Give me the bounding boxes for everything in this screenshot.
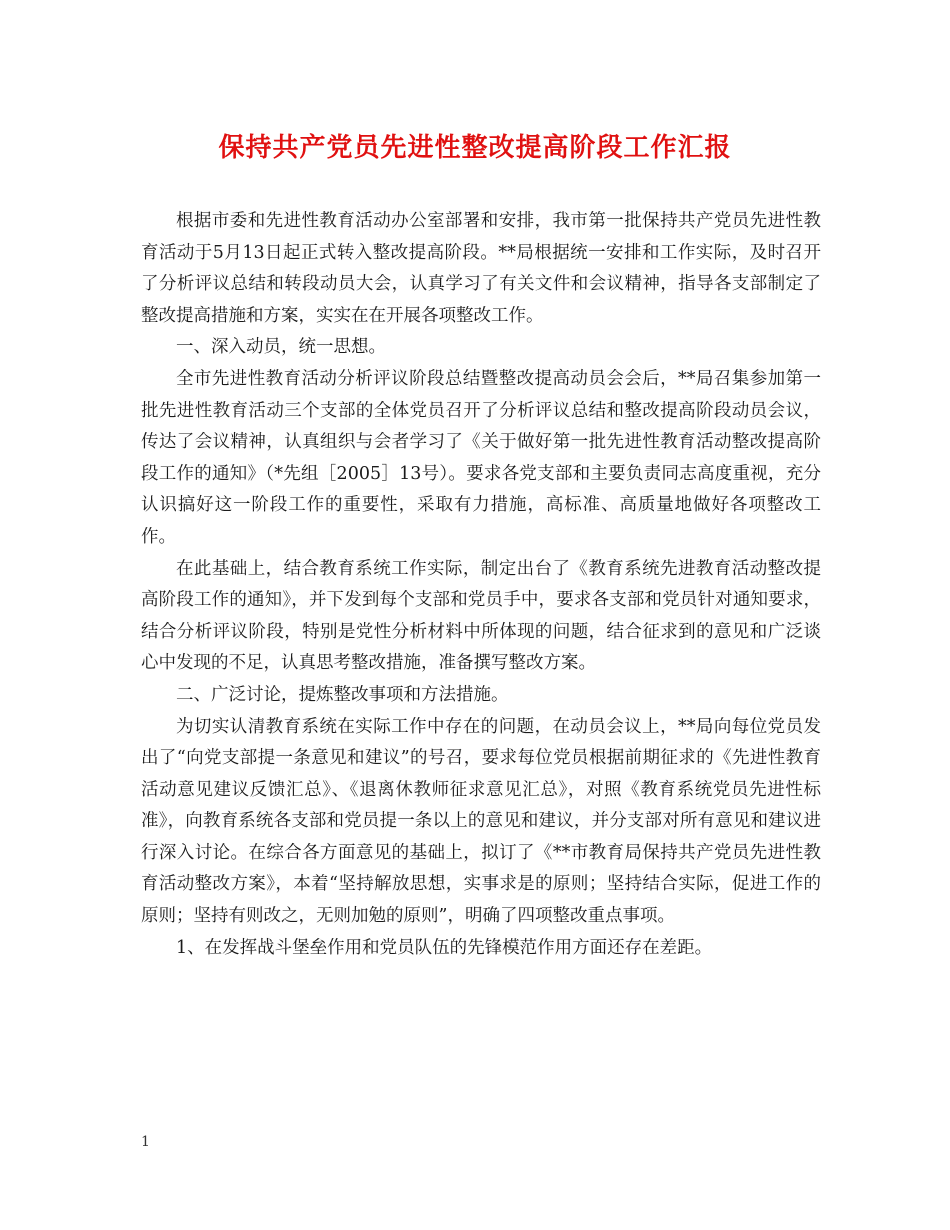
section-heading-2: 二、广泛讨论，提炼整改事项和方法措施。	[176, 684, 509, 705]
document-title: 保持共产党员先进性整改提高阶段工作汇报	[218, 133, 732, 163]
list-item-1: 1、在发挥战斗堡垒作用和党员队伍的先锋模范作用方面还存在差距。	[176, 937, 713, 958]
paragraph-mobilization: 全市先进性教育活动分析评议阶段总结暨整改提高动员会会后，**局召集参加第一批先进性教育活动三个支部的全体党员召开了分析评议总结和整改提高阶段动员会议，传达了会议精神，认真组织与会者学习了《关于做好第一批先进性教育活动整改提高阶段工作的通知》（*先组［2005］13号）。要求各党支部和主要负责同志高度重视，充分认识搞好这一阶段工作的重要性，采取有力措施，高标准、高质量地做好各项整改工作。	[141, 368, 821, 547]
page-number: 1	[141, 1134, 150, 1150]
paragraph-intro: 根据市委和先进性教育活动办公室部署和安排，我市第一批保持共产党员先进性教育活动于5月13日起正式转入整改提高阶段。**局根据统一安排和工作实际，及时召开了分析评议总结和转段动员大会，认真学习了有关文件和会议精神，指导各支部制定了整改提高措施和方案，实实在在开展各项整改工作。	[141, 211, 821, 326]
section-heading-1: 一、深入动员，统一思想。	[176, 337, 386, 358]
paragraph-discussion: 为切实认清教育系统在实际工作中存在的问题，在动员会议上，**局向每位党员发出了“向党支部提一条意见和建议”的号召，要求每位党员根据前期征求的《先进性教育活动意见建议反馈汇总》、《退离休教师征求意见汇总》，对照《教育系统党员先进性标准》，向教育系统各支部和党员提一条以上的意见和建议，并分支部对所有意见和建议进行深入讨论。在综合各方面意见的基础上，拟订了《**市教育局保持共产党员先进性教育活动整改方案》，本着“坚持解放思想，实事求是的原则；坚持结合实际，促进工作的原则；坚持有则改之，无则加勉的原则”，明确了四项整改重点事项。	[141, 716, 821, 927]
paragraph-notice: 在此基础上，结合教育系统工作实际，制定出台了《教育系统先进教育活动整改提高阶段工作的通知》，并下发到每个支部和党员手中，要求各支部和党员针对通知要求，结合分析评议阶段，特别是党性分析材料中所体现的问题，结合征求到的意见和广泛谈心中发现的不足，认真思考整改措施，准备撰写整改方案。	[141, 558, 821, 674]
document-body	[141, 206, 821, 964]
